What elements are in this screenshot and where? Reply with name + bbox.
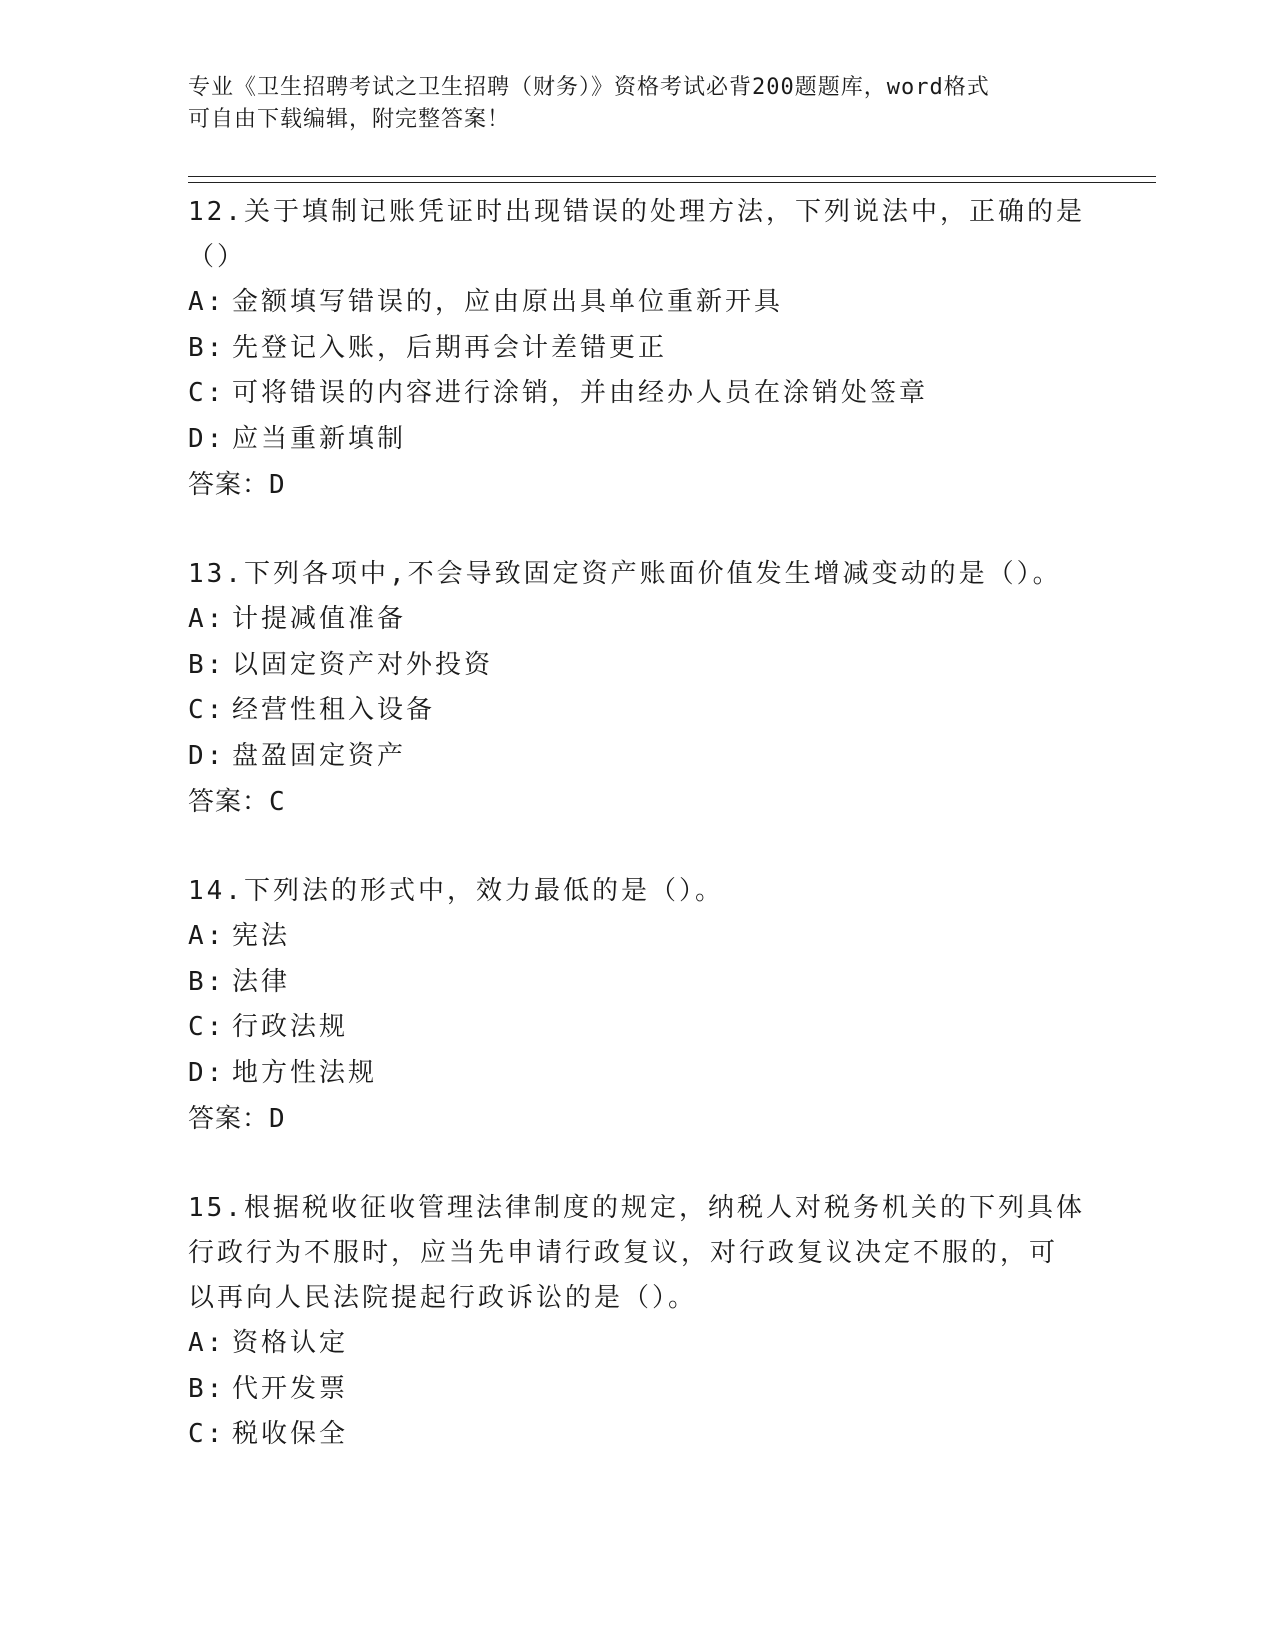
question-list (188, 190, 1088, 1502)
option-c (188, 371, 1088, 417)
option-key: A: (188, 287, 226, 317)
answer (188, 462, 1088, 508)
option-text: 计提减值准备 (232, 604, 407, 634)
question-15 (188, 1186, 1088, 1458)
option-text: 资格认定 (232, 1328, 349, 1358)
question-12 (188, 190, 1088, 508)
question-blank: （） (188, 242, 247, 272)
question-text-line-1: 15.根据税收征收管理法律制度的规定，纳税人对税务机关的下列具体 (188, 1193, 1085, 1223)
option-text: 盘盈固定资产 (232, 740, 407, 771)
option-c (188, 1412, 1088, 1458)
question-text-line-3: 以再向人民法院提起行政诉讼的是（）。 (188, 1283, 698, 1313)
option-key: C: (188, 378, 226, 408)
option-text: 代开发票 (232, 1373, 349, 1404)
option-key: C: (188, 1419, 226, 1449)
question-text: 12.关于填制记账凭证时出现错误的处理方法，下列说法中，正确的是 (188, 197, 1085, 227)
option-key: B: (188, 332, 226, 363)
header-line-1: 专业《卫生招聘考试之卫生招聘（财务）》资格考试必背200题题库，word格式 (188, 75, 990, 100)
question-text: 14.下列法的形式中，效力最低的是（）。 (188, 876, 724, 906)
option-text: 地方性法规 (232, 1057, 378, 1088)
option-a (188, 280, 1088, 326)
option-text: 行政法规 (232, 1012, 349, 1042)
option-text: 法律 (232, 966, 291, 997)
option-key: C: (188, 695, 226, 725)
option-key: A: (188, 604, 226, 634)
option-key: D: (188, 423, 226, 454)
answer-label: 答案： (188, 1104, 270, 1134)
option-d (188, 417, 1088, 463)
option-key: D: (188, 740, 226, 771)
option-c (188, 1005, 1088, 1051)
option-a (188, 914, 1088, 960)
option-b (188, 643, 1088, 689)
answer-value: D (269, 470, 288, 500)
option-key: D: (188, 1057, 226, 1088)
option-key: B: (188, 649, 226, 680)
option-d (188, 734, 1088, 780)
option-c (188, 688, 1088, 734)
answer-label: 答案： (188, 787, 270, 817)
option-text: 金额填写错误的，应由原出具单位重新开具 (232, 287, 784, 317)
answer-value: D (269, 1104, 288, 1134)
option-d (188, 1051, 1088, 1097)
option-key: B: (188, 1373, 226, 1404)
answer-value: C (269, 787, 288, 817)
option-text: 以固定资产对外投资 (232, 649, 494, 680)
answer (188, 779, 1088, 825)
header-divider-bottom (188, 182, 1156, 183)
answer-label: 答案： (188, 470, 270, 500)
option-key: A: (188, 921, 226, 951)
option-text: 宪法 (232, 921, 291, 951)
answer (188, 1096, 1088, 1142)
option-text: 税收保全 (232, 1419, 349, 1449)
option-text: 应当重新填制 (232, 423, 407, 454)
option-key: C: (188, 1012, 226, 1042)
option-text: 经营性租入设备 (232, 695, 436, 725)
option-b (188, 960, 1088, 1006)
question-14 (188, 869, 1088, 1142)
option-text: 先登记入账，后期再会计差错更正 (232, 332, 668, 363)
option-b (188, 1367, 1088, 1413)
header-line-2: 可自由下载编辑，附完整答案！ (188, 107, 511, 132)
header-divider-top (188, 176, 1156, 177)
option-a (188, 1321, 1088, 1367)
option-text: 可将错误的内容进行涂销，并由经办人员在涂销处签章 (232, 378, 929, 408)
option-b (188, 326, 1088, 372)
question-text-line-2: 行政行为不服时，应当先申请行政复议，对行政复议决定不服的，可 (188, 1238, 1059, 1268)
question-text: 13.下列各项中,不会导致固定资产账面价值发生增减变动的是（）。 (188, 559, 1062, 589)
option-a (188, 597, 1088, 643)
document-header (188, 72, 1068, 136)
option-key: A: (188, 1328, 226, 1358)
question-13 (188, 552, 1088, 825)
option-key: B: (188, 966, 226, 997)
